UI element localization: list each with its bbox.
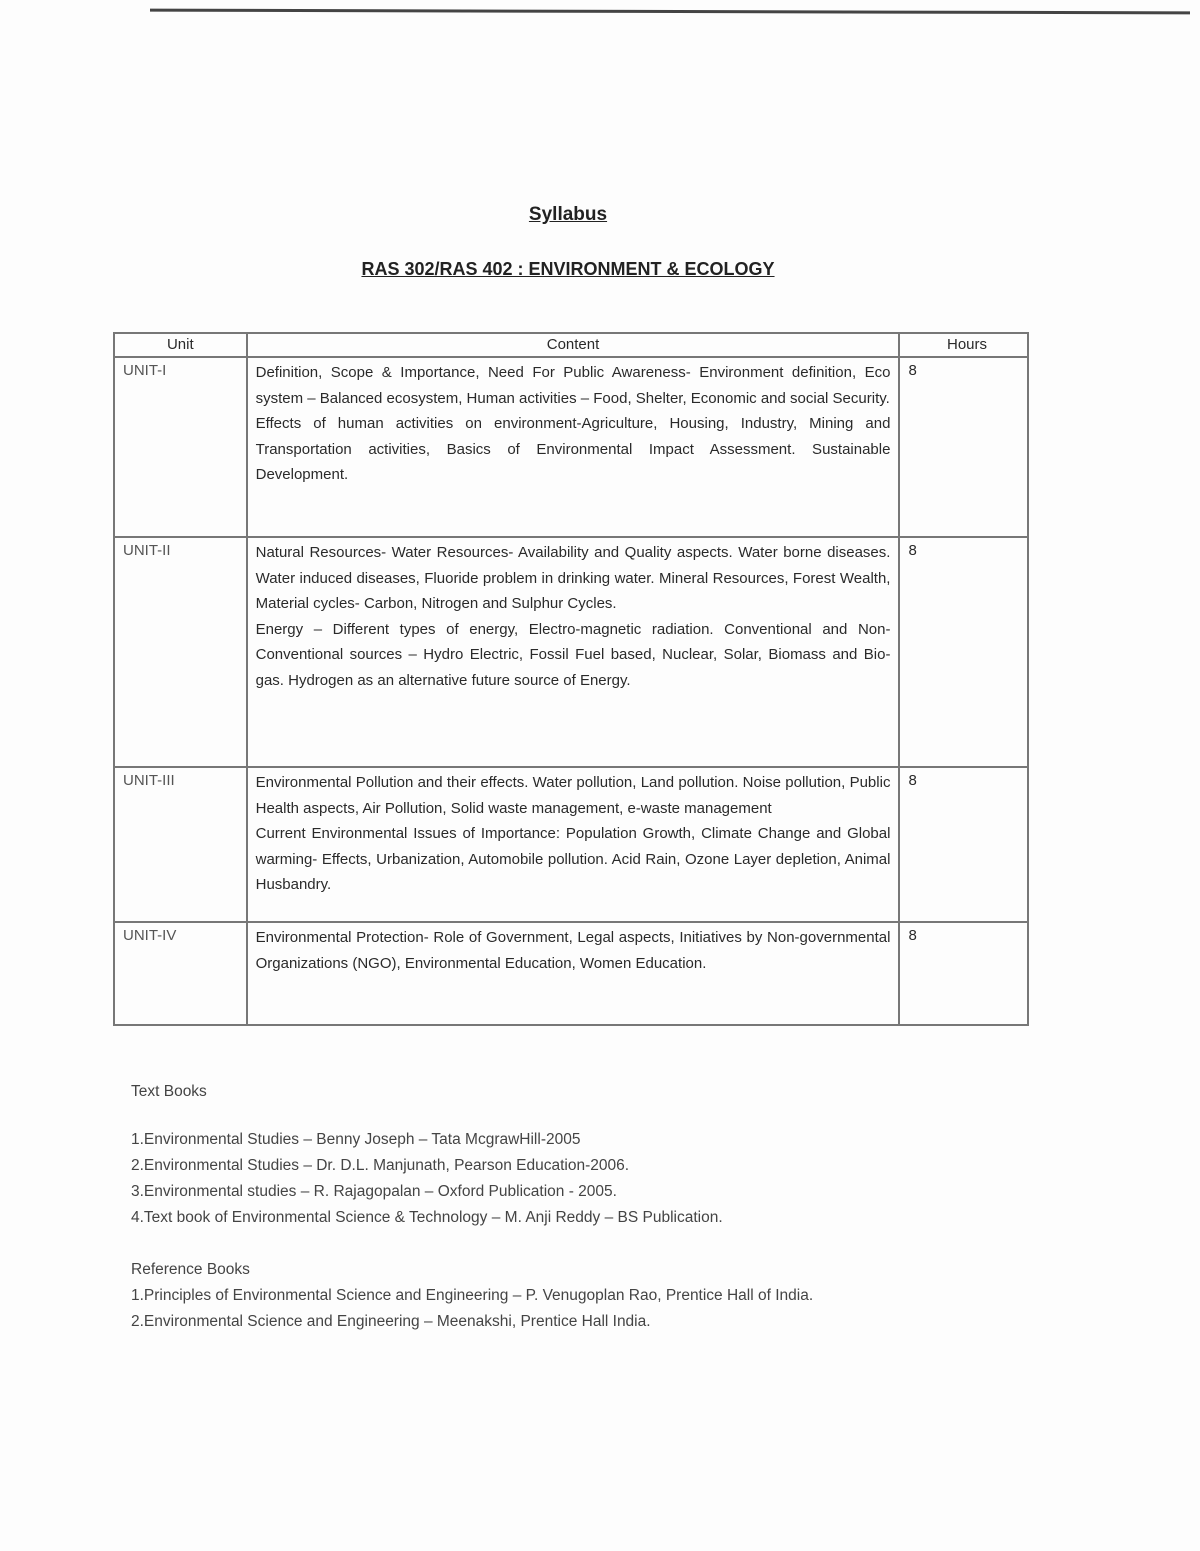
header-hours: Hours xyxy=(899,333,1028,357)
content-cell xyxy=(247,767,900,922)
syllabus-table xyxy=(113,332,1029,1026)
list-item: 4.Text book of Environmental Science & Technology – M. Anji Reddy – BS Publication. xyxy=(131,1209,723,1226)
unit-cell: UNIT-IV xyxy=(114,922,247,1025)
header-unit: Unit xyxy=(114,333,247,357)
table-row xyxy=(114,357,1028,537)
unit-cell: UNIT-III xyxy=(114,767,247,922)
header-content: Content xyxy=(247,333,900,357)
content-paragraph: Definition, Scope & Importance, Need For Public Awareness- Environment definition, Eco system – Balanced ecosystem, Human activities – Food, Shelter, Economic and social Security. xyxy=(255,364,891,407)
reference-books-heading: Reference Books xyxy=(131,1261,250,1278)
table-row xyxy=(114,537,1028,767)
content-paragraph: Natural Resources- Water Resources- Availability and Quality aspects. Water borne diseases. Water induced diseases, Fluoride problem in drinking water. Mineral Resources, Forest Wealth, Material cycles- Carbon, Nitrogen and Sulphur Cycles. xyxy=(255,544,891,612)
table-row xyxy=(114,922,1028,1025)
content-paragraph: Environmental Protection- Role of Government, Legal aspects, Initiatives by Non-governmental Organizations (NGO), Environmental Education, Women Education. xyxy=(255,929,891,972)
list-item: 2.Environmental Science and Engineering – Meenakshi, Prentice Hall India. xyxy=(131,1313,651,1330)
hours-cell: 8 xyxy=(899,922,1028,1025)
list-item: 1.Environmental Studies – Benny Joseph – Tata McgrawHill-2005 xyxy=(131,1131,581,1148)
content-paragraph: Environmental Pollution and their effects. Water pollution, Land pollution. Noise pollution, Public Health aspects, Air Pollution, Solid waste management, e-waste management xyxy=(255,774,891,817)
content-paragraph: Energy – Different types of energy, Electro-magnetic radiation. Conventional and Non-Conventional sources – Hydro Electric, Fossil Fuel based, Nuclear, Solar, Biomass and Bio-gas. Hydrogen as an alternative future source of Energy. xyxy=(255,620,891,689)
reference-books-list xyxy=(131,1283,813,1335)
hours-cell: 8 xyxy=(899,767,1028,922)
text-books-heading: Text Books xyxy=(131,1083,207,1100)
list-item: 3.Environmental studies – R. Rajagopalan – Oxford Publication - 2005. xyxy=(131,1183,617,1200)
content-cell xyxy=(247,922,900,1025)
content-paragraph: Effects of human activities on environment-Agriculture, Housing, Industry, Mining and Transportation activities, Basics of Environmental Impact Assessment. Sustainable Development. xyxy=(255,415,891,483)
hours-cell: 8 xyxy=(899,537,1028,767)
list-item: 2.Environmental Studies – Dr. D.L. Manjunath, Pearson Education-2006. xyxy=(131,1157,630,1174)
course-title: RAS 302/RAS 402 : ENVIRONMENT & ECOLOGY xyxy=(361,259,775,279)
unit-cell: UNIT-II xyxy=(114,537,247,767)
scan-edge-line xyxy=(150,9,1190,15)
table-header-row xyxy=(114,333,1028,357)
hours-cell: 8 xyxy=(899,357,1028,537)
content-cell xyxy=(247,357,900,537)
text-books-list xyxy=(131,1127,723,1231)
table-row xyxy=(114,767,1028,922)
content-cell xyxy=(247,537,900,767)
list-item: 1.Principles of Environmental Science and Engineering – P. Venugoplan Rao, Prentice Hall of India. xyxy=(131,1287,814,1304)
page-title: Syllabus xyxy=(528,204,608,225)
unit-cell: UNIT-I xyxy=(114,357,247,537)
content-paragraph: Current Environmental Issues of Importance: Population Growth, Climate Change and Global warming- Effects, Urbanization, Automobile pollution. Acid Rain, Ozone Layer depletion, Animal Husbandry. xyxy=(255,825,891,893)
